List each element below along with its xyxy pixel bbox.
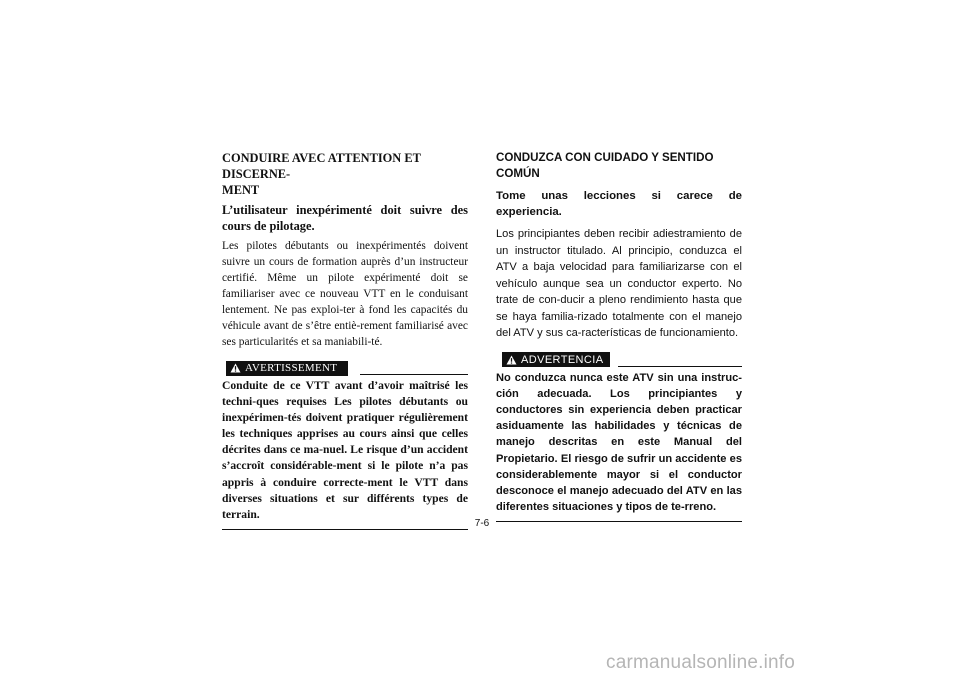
french-body-text: Les pilotes débutants ou inexpérimentés doivent suivre un cours de formation auprès d’un instructeur certifié. Même un pilote expérimenté doit se familiariser avec ce nouveau VTT en le conduisant lentement. Ne pas exploi-ter à fond les capacités du véhicule avant de s’être entiè-rement familiarisé avec ses particularités et sa maniabili-té.	[222, 240, 468, 348]
french-subheading: L’utilisateur inexpérimenté doit suivre des cours de pilotage.	[222, 203, 468, 233]
spanish-column	[496, 150, 742, 522]
spanish-warning-end-rule	[496, 521, 742, 522]
french-warning-text: Conduite de ce VTT avant d’avoir maîtrisé les techni-ques requises Les pilotes débutants ou inexpérimen-tés doivent pratiquer régulièrement les techniques apprises au cours ainsi que celles décrites dans ce ma-nuel. Le risque d’un accident s’accroît considérable-ment si le pilote n’a pas appris à conduire correcte-ment le VTT dans diverses situations et sur différents types de terrain.	[222, 379, 468, 521]
warning-triangle-icon	[230, 363, 241, 373]
spanish-warning-badge	[502, 352, 610, 367]
french-heading-line1: CONDUIRE AVEC ATTENTION ET DISCERNE-	[222, 151, 421, 181]
french-warning-end-rule	[222, 529, 468, 530]
french-heading-line2: MENT	[222, 183, 260, 197]
warning-triangle-icon	[506, 355, 517, 365]
french-warning-badge	[226, 361, 348, 376]
spanish-warning-header	[496, 352, 742, 368]
french-warning-label: AVERTISSEMENT	[245, 362, 338, 374]
spanish-warning-label: ADVERTENCIA	[521, 353, 604, 366]
french-warning-header	[222, 360, 468, 376]
spanish-subheading: Tome unas lecciones si carece de experiencia.	[496, 190, 742, 218]
french-column	[222, 150, 468, 530]
spanish-warning-text: No conduzca nunca este ATV sin una instruc-ción adecuada. Los principiantes y conductores sin experiencia deben practicar asiduamente las habilidades y técnicas de manejo descritas en este Manual del Propietario. El riesgo de sufrir un accidente es considerablemente mayor si el conductor desconoce el manejo adecuado del ATV en las diferentes situaciones y tipos de te-rreno.	[496, 371, 742, 514]
watermark-text: carmanualsonline.info	[606, 652, 796, 673]
spanish-warning-rule	[618, 366, 742, 367]
spanish-body-text: Los principiantes deben recibir adiestramiento de un instructor titulado. Al principio, conduzca el ATV a baja velocidad para familiarizarse con el vehículo aunque sea un conductor experto. No trate de con-ducir a pleno rendimiento hasta que se haya familia-rizado totalmente con el manejo del ATV y sus ca-racterísticas de funcionamiento.	[496, 228, 742, 339]
page-number: 7-6	[474, 518, 490, 529]
french-warning-rule	[360, 374, 468, 375]
french-section-heading	[222, 150, 468, 198]
spanish-section-heading: CONDUZCA CON CUIDADO Y SENTIDO COMÚN	[496, 151, 714, 180]
